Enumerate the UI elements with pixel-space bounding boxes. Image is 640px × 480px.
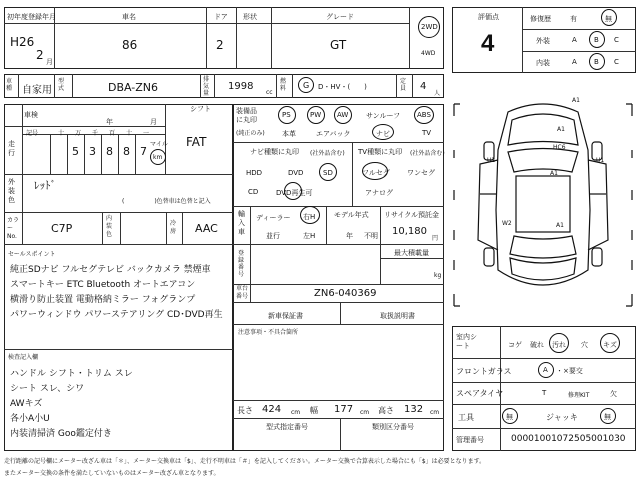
fuel-label: 燃料 <box>280 78 287 92</box>
length-unit: cm <box>291 409 301 416</box>
int-label: 内装 <box>536 59 550 67</box>
ext-a: A <box>572 36 577 44</box>
equip-pw: PW <box>310 111 322 119</box>
jack-none: 無 <box>604 413 611 421</box>
navi-type-label: ナビ種類に丸印 <box>250 148 299 156</box>
diag-a1-top: A1 <box>572 97 580 104</box>
seat-hole: 穴 <box>581 341 588 349</box>
spare-kit: 修理KIT <box>568 392 590 399</box>
int-c: C <box>614 58 619 66</box>
row2 <box>4 74 444 98</box>
interior-label: 内装色 <box>106 215 113 238</box>
fuel-g: G <box>303 81 310 90</box>
car-name-label: 車名 <box>122 13 136 21</box>
diag-a1-rear: A1 <box>556 222 564 229</box>
inspection-label: 車検 <box>24 111 38 119</box>
navi-sd: SD <box>323 169 333 177</box>
equip-abs: ABS <box>417 111 431 119</box>
mgmt-number: 00001001072505001030 <box>511 434 626 444</box>
insp-year: 年 <box>106 118 113 126</box>
ext-c: C <box>614 36 619 44</box>
height-unit: cm <box>430 409 440 416</box>
footer-line-2: またメーター交換の条件を満たしていないものはメーター改ざん車となります。 <box>4 470 220 477</box>
import-parallel: 並行 <box>266 232 280 240</box>
car-name: 86 <box>122 38 138 52</box>
equip-leather: 本革 <box>282 130 296 138</box>
capacity-label: 定員 <box>400 78 407 92</box>
inspector-line-1: シート スレ、シワ <box>10 384 85 394</box>
repair-none: 無 <box>605 15 612 23</box>
diag-a1-low: A1 <box>550 170 558 177</box>
exterior-color: ﾚｯﾄﾞ <box>34 180 56 192</box>
diag-u2: U2 <box>487 157 496 164</box>
equip-aw: AW <box>337 111 349 119</box>
usage: 自家用 <box>22 85 52 96</box>
aircon-label: 冷房 <box>170 220 177 235</box>
grade-label: グレード <box>326 13 354 21</box>
diag-w2: W2 <box>502 220 512 227</box>
doors: 2 <box>216 38 224 52</box>
drive-2wd: 2WD <box>421 23 438 31</box>
tools-none: 無 <box>506 413 513 421</box>
score-label: 評価点 <box>478 13 499 21</box>
jack-label: ジャッキ <box>546 413 578 422</box>
reg-number-label: 登録番号 <box>238 250 245 278</box>
unit-1: 万 <box>75 130 82 137</box>
diag-hc6: HC6 <box>553 144 566 151</box>
tv-oneseg: ワンセグ <box>407 169 435 177</box>
class-number-label: 類別区分番号 <box>372 423 414 431</box>
front-glass-a: A <box>543 366 548 374</box>
spare-label: スペアタイヤ <box>456 389 504 398</box>
selling-line-1: スマートキー ETC Bluetooth オートエアコン <box>10 280 196 290</box>
drive-4wd: 4WD <box>421 50 436 57</box>
seat-burn: コゲ <box>508 341 522 349</box>
length: 424 <box>262 404 282 415</box>
unit-5: 一 <box>143 130 150 137</box>
navi-cd: CD <box>248 188 259 196</box>
fuel-rest: D・HV・( ) <box>318 83 367 91</box>
form-number-label: 型式指定番号 <box>266 423 308 431</box>
score: 4 <box>481 30 495 57</box>
recycle-amount: 10,180 <box>392 226 427 237</box>
frame-label: 車台番号 <box>236 285 249 300</box>
diag-u1: U1 <box>596 157 605 164</box>
equip-airbag: エアバック <box>316 130 351 138</box>
aircon: AAC <box>195 222 218 235</box>
tv-fullseg: フルセグ <box>362 169 390 177</box>
digit-2: 8 <box>106 145 113 158</box>
frame-number: ZN6-040369 <box>314 288 377 299</box>
recycle-label: リサイクル預託金 <box>384 211 440 219</box>
color-no-label: カラーNo. <box>7 217 20 240</box>
navi-type-sub: (社外品含む) <box>310 150 345 157</box>
shape-label: 形状 <box>243 13 257 21</box>
int-b: B <box>594 58 599 66</box>
seat-tear: 破れ <box>530 341 544 349</box>
cc-unit: cc <box>266 89 273 96</box>
model-year-label: モデル年式 <box>334 211 369 219</box>
inspector-label: 検査記入欄 <box>8 354 39 361</box>
recycle-yen: 円 <box>432 235 439 242</box>
selling-line-3: パワーウィンドウ パワーステアリング CD･DVD再生 <box>10 310 223 320</box>
digit-4: 7 <box>140 145 147 158</box>
displacement-label: 排気量 <box>203 76 210 97</box>
width: 177 <box>334 404 354 415</box>
front-glass-label: フロントガラス <box>456 367 512 376</box>
equip-tv: TV <box>422 129 432 137</box>
length-label: 長さ <box>237 406 253 415</box>
import-dealer: ディーラー <box>256 214 291 222</box>
color-no: C7P <box>51 222 73 235</box>
navi-dvd-play: DVD再生可 <box>276 189 313 197</box>
warranty-label: 新車保証書 <box>268 312 303 320</box>
width-label: 幅 <box>310 406 318 415</box>
front-glass-rest: ・×要交 <box>556 367 583 375</box>
shift: FAT <box>186 135 207 149</box>
distance-label: 走行 <box>8 140 15 157</box>
unit-0: 十 <box>58 130 65 137</box>
unit-3: 百 <box>109 130 116 137</box>
max-load-kg: kg <box>434 272 442 279</box>
mgmt-label: 管理番号 <box>456 436 484 444</box>
seat-label: 室内シート <box>456 333 477 350</box>
model-year-unit: 年 <box>346 232 353 240</box>
spare-t: T <box>542 389 547 397</box>
inspector-line-4: 内装清掃済 Goo鑑定付き <box>10 429 112 439</box>
navi-dvd: DVD <box>288 169 304 177</box>
selling-line-0: 純正SDナビ フルセグテレビ バックカメラ 禁煙車 <box>10 265 211 275</box>
width-unit: cm <box>360 409 370 416</box>
km-label: km <box>153 154 163 161</box>
insp-month: 月 <box>150 118 157 126</box>
repair-has: 有 <box>570 15 577 23</box>
displacement: 1998 <box>228 81 254 92</box>
repair-label: 修復歴 <box>530 15 551 23</box>
shift-label: シフト <box>190 105 211 113</box>
reg-month-unit: 月 <box>46 58 53 66</box>
max-load-label: 最大積載量 <box>394 249 429 257</box>
equipment-sub: (純正のみ) <box>236 130 265 137</box>
model: DBA-ZN6 <box>108 81 159 94</box>
height-label: 高さ <box>378 406 394 415</box>
tv-analog: アナログ <box>365 189 393 197</box>
exterior-label: 外装色 <box>8 178 15 204</box>
reg-year: H26 <box>10 35 35 49</box>
selling-line-2: 横滑り防止装置 電動格納ミラー フォグランプ <box>10 295 196 305</box>
equipment-label: 装備品に丸印 <box>236 107 257 124</box>
unit-4: 十 <box>126 130 133 137</box>
import-handle-left: 左H <box>303 232 316 240</box>
selling-label: セールスポイント <box>8 251 56 258</box>
manual-label: 取扱説明書 <box>380 312 415 320</box>
seat-dirt: 汚れ <box>552 341 566 349</box>
import-handle: 右H <box>303 213 316 221</box>
color-note: ( )色替車は色替と記入 <box>122 198 211 205</box>
digit-0: 5 <box>72 145 79 158</box>
import-label: 輸入車 <box>238 210 245 236</box>
seat-scratch: キズ <box>603 341 617 349</box>
spare-none: 欠 <box>610 390 617 398</box>
equip-ps: PS <box>282 111 291 119</box>
mile-label: マイル <box>150 141 168 148</box>
tv-type-label: TV種類に丸印 <box>358 148 403 156</box>
model-label: 型式 <box>58 78 65 92</box>
car-diagram <box>450 90 636 320</box>
tv-type-sub: (社外品含む) <box>410 150 445 157</box>
height: 132 <box>404 404 424 415</box>
capacity-unit: 人 <box>434 90 441 97</box>
model-year-unknown: 不明 <box>364 232 378 240</box>
inspector-line-3: 各小A小U <box>10 414 50 424</box>
tools-label: 工具 <box>458 413 474 422</box>
int-a: A <box>572 58 577 66</box>
equip-navi: ナビ <box>376 130 390 138</box>
diag-a1-mid: A1 <box>557 126 565 133</box>
capacity: 4 <box>420 81 427 92</box>
reg-month: 2 <box>36 48 44 62</box>
inspector-line-2: AWキズ <box>10 399 43 409</box>
digit-1: 3 <box>89 145 96 158</box>
door-label: ドア <box>214 13 228 21</box>
footer-line-1: 走行距離の記号欄にメーター改ざん車は「＊」、メーター交換車は「$」、走行不明車は「＃」を記入してください。メーター交換で合算表示した場合にも「$」は必要となります。 <box>4 458 486 465</box>
unit-2: 千 <box>92 130 99 137</box>
navi-hdd: HDD <box>246 169 263 177</box>
ext-b: B <box>594 36 599 44</box>
equip-sunroof: サンルーフ <box>366 112 401 120</box>
ext-label: 外装 <box>536 37 550 45</box>
grade: GT <box>330 38 347 52</box>
inspector-line-0: ハンドル シフト・トリム スレ <box>10 369 133 379</box>
notes-label: 注意事項・不具合箇所 <box>238 329 299 336</box>
unit-label: 記号 <box>26 130 39 137</box>
reg-year-label: 初年度登録年月 <box>7 13 56 21</box>
usage-label: 車種 <box>6 78 13 92</box>
digit-3: 8 <box>123 145 130 158</box>
